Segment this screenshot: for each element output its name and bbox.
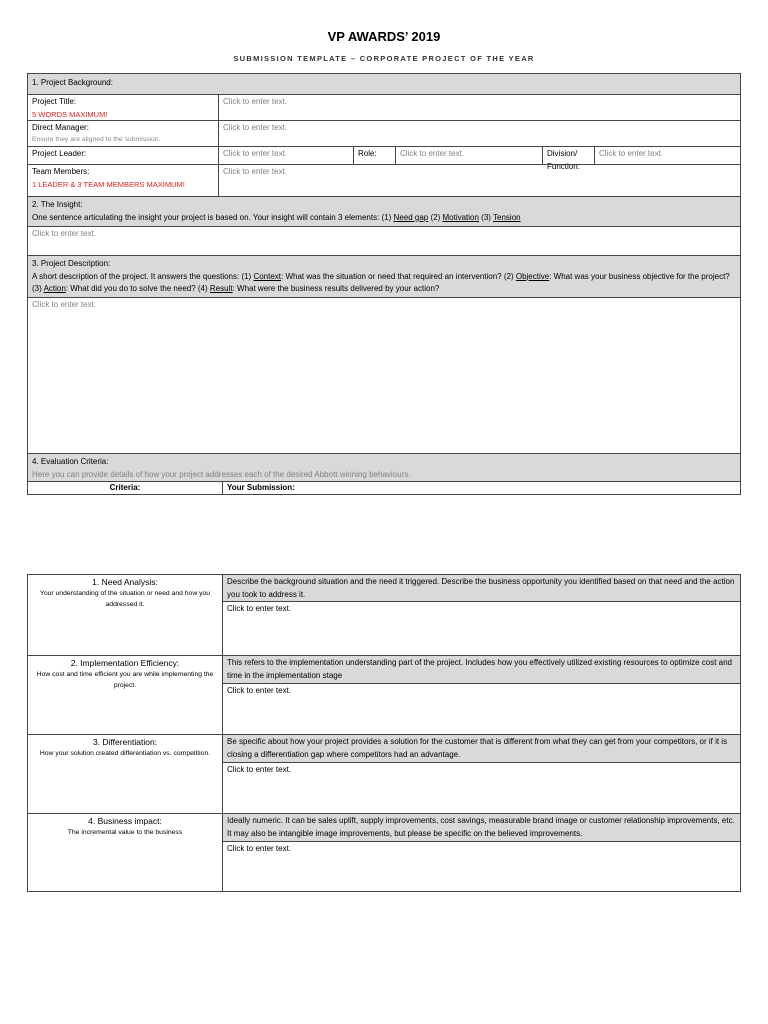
criterion-description: How your solution created differentiation vs. competition. bbox=[39, 750, 211, 757]
section3-heading-block bbox=[28, 257, 740, 297]
criterion-description: How cost and time efficient you are while implementing the project. bbox=[36, 671, 214, 689]
criterion-description: The incremental value to the business bbox=[67, 829, 183, 836]
keyword-action: Action bbox=[43, 284, 66, 293]
section2-header bbox=[28, 196, 740, 226]
team-members-note: 1 LEADER & 3 TEAM MEMBERS MAXIMUM! bbox=[32, 179, 185, 189]
criterion-differentiation bbox=[28, 734, 740, 813]
project-description-input[interactable]: Click to enter text. bbox=[32, 300, 97, 309]
direct-manager-row bbox=[28, 120, 740, 146]
section2-mid2: (3) bbox=[478, 212, 494, 222]
criterion-implementation-efficiency bbox=[28, 655, 740, 734]
keyword-motivation: Motivation bbox=[442, 212, 479, 222]
criteria-table bbox=[27, 574, 741, 892]
section2-heading: 2. The Insight: bbox=[32, 200, 83, 209]
insight-row bbox=[28, 226, 740, 255]
direct-manager-label-cell bbox=[28, 121, 219, 146]
main-form-table bbox=[27, 73, 741, 495]
section1-heading: 1. Project Background: bbox=[32, 78, 113, 87]
keyword-context: Context bbox=[253, 271, 282, 281]
submission-column-header: Your Submission: bbox=[227, 483, 295, 492]
section2-desc-prefix: One sentence articulating the insight your project is based on. Your insight will contain 3 elements: (1) bbox=[32, 212, 394, 222]
criterion-input[interactable]: Click to enter text. bbox=[223, 762, 740, 813]
project-leader-label: Project Leader: bbox=[28, 147, 219, 164]
team-members-input[interactable]: Click to enter text. bbox=[223, 167, 288, 176]
section1-header bbox=[28, 74, 740, 94]
keyword-tension: Tension bbox=[493, 212, 521, 222]
team-members-row bbox=[28, 164, 740, 196]
team-members-label: Team Members: bbox=[32, 167, 90, 176]
role-input[interactable]: Click to enter text. bbox=[396, 147, 543, 164]
s3-d2: : What was the situation or need that required an intervention? (2) bbox=[281, 271, 516, 281]
project-title-input[interactable]: Click to enter text. bbox=[223, 97, 288, 106]
criterion-guidance: Be specific about how your project provides a solution for the customer that is different from what they can get from your competitors, or if it is closing a differentiation gap where competitors had an advantage. bbox=[223, 735, 740, 762]
s3-d4: : What did you do to solve the need? (4) bbox=[65, 284, 210, 293]
criterion-input[interactable]: Click to enter text. bbox=[223, 841, 740, 892]
keyword-objective: Objective bbox=[515, 271, 550, 281]
section4-header bbox=[28, 453, 740, 481]
s3-d3: : What was your business objective for the project? (3) bbox=[32, 271, 730, 293]
criterion-label-cell bbox=[28, 735, 223, 813]
project-title-label: Project Title: bbox=[32, 97, 77, 106]
criterion-input[interactable]: Click to enter text. bbox=[223, 601, 740, 655]
project-description-row bbox=[28, 297, 740, 453]
criterion-guidance: Describe the background situation and the need it triggered. Describe the business opportunity you identified based on that need and the action you took to address it. bbox=[223, 575, 740, 601]
section4-description: Here you can provide details of how your project addresses each of the desired Abbott winning behaviours. bbox=[32, 469, 411, 479]
keyword-need-gap: Need gap bbox=[393, 212, 429, 222]
criteria-columns-row bbox=[28, 481, 740, 495]
section4-heading-block bbox=[28, 455, 740, 482]
section2-heading-block bbox=[28, 198, 740, 225]
team-members-label-cell bbox=[28, 165, 219, 196]
criterion-label-cell bbox=[28, 575, 223, 655]
s3-d1: A short description of the project. It answers the questions: (1) bbox=[32, 271, 254, 281]
section3-description bbox=[32, 271, 736, 296]
role-label: Role: bbox=[354, 147, 396, 164]
direct-manager-note: Ensure they are aligned to the submission. bbox=[32, 135, 161, 143]
section4-heading: 4. Evaluation Criteria: bbox=[32, 457, 109, 466]
section2-mid1: (2) bbox=[428, 212, 443, 222]
criterion-label-cell bbox=[28, 814, 223, 892]
criterion-title: 2. Implementation Efficiency: bbox=[70, 658, 180, 668]
project-title-row bbox=[28, 94, 740, 120]
criterion-guidance: Ideally numeric. It can be sales uplift, supply improvements, cost savings, measurable brand image or customer relationship improvements, etc. It may also be intangible image improvements, but please be specific on the believed improvements. bbox=[223, 814, 740, 841]
division-input[interactable]: Click to enter text. bbox=[599, 149, 664, 158]
criteria-column-header: Criteria: bbox=[28, 482, 223, 495]
criterion-input[interactable]: Click to enter text. bbox=[223, 683, 740, 734]
document-title: VP AWARDS’ 2019 bbox=[327, 29, 441, 44]
section3-header bbox=[28, 255, 740, 297]
project-leader-input[interactable]: Click to enter text. bbox=[219, 147, 354, 164]
division-label: Division/ Function: bbox=[543, 147, 595, 164]
project-title-label-cell bbox=[28, 95, 219, 120]
criterion-title: 3. Differentiation: bbox=[92, 737, 158, 747]
direct-manager-input[interactable]: Click to enter text. bbox=[223, 123, 288, 132]
criterion-label-cell bbox=[28, 656, 223, 734]
criterion-need-analysis bbox=[28, 575, 740, 655]
section2-description bbox=[32, 212, 736, 225]
insight-input[interactable]: Click to enter text. bbox=[32, 229, 97, 238]
criterion-guidance: This refers to the implementation understanding part of the project. Includes how you effectively utilized existing resources to optimize cost and time in the implementation stage bbox=[223, 656, 740, 683]
criterion-business-impact bbox=[28, 813, 740, 892]
s3-d5: : What were the business results delivered by your action? bbox=[232, 284, 440, 293]
project-title-note: 5 WORDS MAXIMUM! bbox=[32, 109, 108, 119]
direct-manager-label: Direct Manager: bbox=[32, 123, 89, 132]
criterion-title: 4. Business impact: bbox=[88, 816, 162, 826]
criterion-description: Your understanding of the situation or need and how you addressed it. bbox=[39, 590, 211, 608]
section3-heading: 3. Project Description: bbox=[32, 259, 111, 268]
keyword-result: Result bbox=[209, 284, 233, 293]
project-leader-row bbox=[28, 146, 740, 171]
document-subtitle: SUBMISSION TEMPLATE – CORPORATE PROJECT OF THE YEAR bbox=[233, 54, 535, 63]
criterion-title: 1. Need Analysis: bbox=[92, 577, 158, 587]
